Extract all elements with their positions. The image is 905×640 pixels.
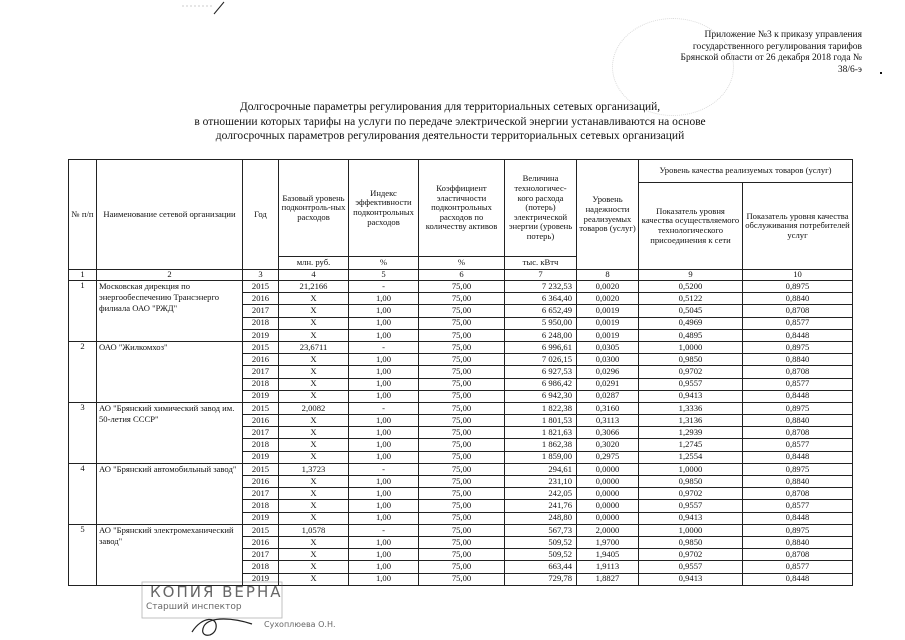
losses-cell: 5 950,00 [505,317,577,329]
elasticity-cell: 75,00 [419,317,505,329]
header-efficiency: Индекс эффективности подконтрольных расходов [349,160,419,257]
reliability-cell: 1,9113 [577,561,639,573]
elasticity-cell: 75,00 [419,402,505,414]
efficiency-cell: 1,00 [349,536,419,548]
header-quality-tech: Показатель уровня качества осуществляемого технологического присоединения к сети [639,183,743,270]
org-name: ОАО "Жилкомхоз" [97,341,243,402]
quality-tech-cell: 1,3336 [639,402,743,414]
losses-cell: 6 652,49 [505,305,577,317]
unit-efficiency: % [349,257,419,270]
quality-tech-cell: 0,5200 [639,281,743,293]
org-name: АО "Брянский электромеханический завод" [97,524,243,585]
column-number: 6 [419,270,505,281]
losses-cell: 7 026,15 [505,354,577,366]
quality-service-cell: 0,8708 [743,488,853,500]
elasticity-cell: 75,00 [419,415,505,427]
column-number: 9 [639,270,743,281]
quality-service-cell: 0,8448 [743,573,853,585]
elasticity-cell: 75,00 [419,427,505,439]
reliability-cell: 1,9405 [577,549,639,561]
header-losses: Величина технологичес-кого расхода (потерь) электрической энергии (уровень потерь) [505,160,577,257]
efficiency-cell: 1,00 [349,439,419,451]
elasticity-cell: 75,00 [419,561,505,573]
base-cell: X [279,512,349,524]
elasticity-cell: 75,00 [419,366,505,378]
unit-elasticity: % [419,257,505,270]
quality-tech-cell: 0,9557 [639,561,743,573]
base-cell: X [279,561,349,573]
losses-cell: 6 996,61 [505,341,577,353]
efficiency-cell: 1,00 [349,427,419,439]
year-cell: 2015 [243,402,279,414]
year-cell: 2016 [243,415,279,427]
efficiency-cell: 1,00 [349,378,419,390]
table-row [69,281,853,293]
base-cell: X [279,378,349,390]
header-quality-service: Показатель уровня качества обслуживания потребителей услуг [743,183,853,270]
elasticity-cell: 75,00 [419,549,505,561]
elasticity-cell: 75,00 [419,305,505,317]
year-cell: 2018 [243,561,279,573]
quality-tech-cell: 0,9413 [639,512,743,524]
efficiency-cell: - [349,402,419,414]
quality-service-cell: 0,8975 [743,463,853,475]
org-name: АО "Брянский автомобильный завод" [97,463,243,524]
losses-cell: 231,10 [505,476,577,488]
year-cell: 2018 [243,500,279,512]
year-cell: 2015 [243,524,279,536]
quality-tech-cell: 0,9702 [639,488,743,500]
losses-cell: 6 986,42 [505,378,577,390]
title-line: долгосрочных параметров регулирования деятельности территориальных сетевых организаций [215,130,685,142]
elasticity-cell: 75,00 [419,341,505,353]
elasticity-cell: 75,00 [419,476,505,488]
header-base: Базовый уровень подконтроль-ных расходов [279,160,349,257]
header-reliability: Уровень надежности реализуемых товаров (услуг) [577,160,639,270]
base-cell: X [279,390,349,402]
quality-service-cell: 0,8840 [743,476,853,488]
quality-service-cell: 0,8577 [743,500,853,512]
reliability-cell: 0,0000 [577,476,639,488]
quality-service-cell: 0,8975 [743,281,853,293]
elasticity-cell: 75,00 [419,378,505,390]
base-cell: X [279,573,349,585]
table-body [69,281,853,586]
quality-tech-cell: 0,9702 [639,549,743,561]
year-cell: 2017 [243,427,279,439]
column-number: 7 [505,270,577,281]
year-cell: 2019 [243,512,279,524]
elasticity-cell: 75,00 [419,512,505,524]
reliability-cell: 1,9700 [577,536,639,548]
quality-service-cell: 0,8448 [743,512,853,524]
elasticity-cell: 75,00 [419,500,505,512]
losses-cell: 241,76 [505,500,577,512]
quality-tech-cell: 1,0000 [639,524,743,536]
org-name: АО "Брянский химический завод им. 50-летия СССР" [97,402,243,463]
table-row [69,524,853,536]
base-cell: X [279,549,349,561]
efficiency-cell: 1,00 [349,329,419,341]
org-name: Московская дирекция по энергообеспечению Трансэнерго филиала ОАО "РЖД" [97,281,243,342]
year-cell: 2018 [243,439,279,451]
base-cell: X [279,329,349,341]
year-cell: 2018 [243,378,279,390]
quality-tech-cell: 1,2745 [639,439,743,451]
losses-cell: 242,05 [505,488,577,500]
quality-tech-cell: 0,5045 [639,305,743,317]
year-cell: 2015 [243,281,279,293]
elasticity-cell: 75,00 [419,488,505,500]
org-number: 2 [69,341,97,402]
header-name: Наименование сетевой организации [97,160,243,270]
quality-tech-cell: 0,5122 [639,293,743,305]
base-cell: 21,2166 [279,281,349,293]
losses-cell: 248,80 [505,512,577,524]
year-cell: 2016 [243,354,279,366]
efficiency-cell: 1,00 [349,476,419,488]
header-year: Год [243,160,279,270]
quality-tech-cell: 0,4969 [639,317,743,329]
column-number: 8 [577,270,639,281]
reliability-cell: 0,0020 [577,293,639,305]
base-cell: 23,6711 [279,341,349,353]
year-cell: 2017 [243,488,279,500]
org-number: 5 [69,524,97,585]
table-row [69,341,853,353]
quality-tech-cell: 0,9413 [639,390,743,402]
reliability-cell: 0,3113 [577,415,639,427]
header-quality-group: Уровень качества реализуемых товаров (услуг) [639,160,853,183]
reliability-cell: 0,0000 [577,488,639,500]
elasticity-cell: 75,00 [419,354,505,366]
table-row [69,402,853,414]
losses-cell: 6 927,53 [505,366,577,378]
org-number: 4 [69,463,97,524]
org-number: 3 [69,402,97,463]
base-cell: X [279,476,349,488]
elasticity-cell: 75,00 [419,293,505,305]
year-cell: 2019 [243,451,279,463]
reliability-cell: 0,0287 [577,390,639,402]
appendix-line: Брянской области от 26 декабря 2018 года № [680,53,862,63]
efficiency-cell: - [349,463,419,475]
column-number: 1 [69,270,97,281]
elasticity-cell: 75,00 [419,451,505,463]
efficiency-cell: 1,00 [349,561,419,573]
reliability-cell: 0,3066 [577,427,639,439]
year-cell: 2017 [243,549,279,561]
base-cell: X [279,451,349,463]
elasticity-cell: 75,00 [419,390,505,402]
reliability-cell: 0,0000 [577,463,639,475]
reliability-cell: 0,2975 [577,451,639,463]
year-cell: 2018 [243,317,279,329]
column-number: 10 [743,270,853,281]
efficiency-cell: 1,00 [349,305,419,317]
reliability-cell: 0,0305 [577,341,639,353]
column-number: 5 [349,270,419,281]
efficiency-cell: 1,00 [349,390,419,402]
losses-cell: 663,44 [505,561,577,573]
base-cell: X [279,317,349,329]
reliability-cell: 0,0019 [577,329,639,341]
header-num: № п/п [69,160,97,270]
efficiency-cell: - [349,341,419,353]
column-number: 2 [97,270,243,281]
parameters-table [68,159,853,586]
table-row [69,463,853,475]
losses-cell: 1 821,63 [505,427,577,439]
reliability-cell: 0,0019 [577,317,639,329]
quality-service-cell: 0,8708 [743,427,853,439]
quality-tech-cell: 1,0000 [639,463,743,475]
efficiency-cell: 1,00 [349,512,419,524]
elasticity-cell: 75,00 [419,439,505,451]
efficiency-cell: - [349,524,419,536]
quality-service-cell: 0,8840 [743,415,853,427]
year-cell: 2017 [243,305,279,317]
losses-cell: 1 801,53 [505,415,577,427]
reliability-cell: 0,0020 [577,281,639,293]
efficiency-cell: 1,00 [349,354,419,366]
losses-cell: 7 232,53 [505,281,577,293]
title-line: в отношении которых тарифы на услуги по передаче электрической энергии устанавливаются на основе [194,115,706,128]
elasticity-cell: 75,00 [419,329,505,341]
base-cell: X [279,354,349,366]
reliability-cell: 0,3160 [577,402,639,414]
year-cell: 2016 [243,293,279,305]
year-cell: 2019 [243,390,279,402]
elasticity-cell: 75,00 [419,281,505,293]
quality-tech-cell: 0,9413 [639,573,743,585]
unit-base: млн. руб. [279,257,349,270]
quality-tech-cell: 1,3136 [639,415,743,427]
quality-service-cell: 0,8975 [743,341,853,353]
losses-cell: 509,52 [505,549,577,561]
org-number: 1 [69,281,97,342]
header-elasticity: Коэффициент эластичности подконтрольных расходов по количеству активов [419,160,505,257]
year-cell: 2019 [243,573,279,585]
title-line: Долгосрочные параметры регулирования для территориальных сетевых организаций, [239,101,661,113]
quality-service-cell: 0,8708 [743,366,853,378]
base-cell: X [279,536,349,548]
year-cell: 2016 [243,536,279,548]
efficiency-cell: 1,00 [349,317,419,329]
column-number: 3 [243,270,279,281]
losses-cell: 1 859,00 [505,451,577,463]
quality-service-cell: 0,8577 [743,561,853,573]
appendix-line: Приложение №3 к приказу управления [704,30,862,40]
reliability-cell: 0,0000 [577,500,639,512]
quality-service-cell: 0,8577 [743,439,853,451]
reliability-cell: 2,0000 [577,524,639,536]
quality-service-cell: 0,8708 [743,305,853,317]
elasticity-cell: 75,00 [419,524,505,536]
quality-service-cell: 0,8577 [743,317,853,329]
efficiency-cell: 1,00 [349,573,419,585]
unit-losses: тыс. кВтч [505,257,577,270]
corner-pen-mark [180,0,230,16]
column-number: 4 [279,270,349,281]
reliability-cell: 0,0019 [577,305,639,317]
elasticity-cell: 75,00 [419,573,505,585]
losses-cell: 294,61 [505,463,577,475]
losses-cell: 1 862,38 [505,439,577,451]
year-cell: 2015 [243,341,279,353]
quality-tech-cell: 1,2939 [639,427,743,439]
efficiency-cell: 1,00 [349,415,419,427]
quality-tech-cell: 0,9557 [639,378,743,390]
elasticity-cell: 75,00 [419,536,505,548]
year-cell: 2019 [243,329,279,341]
efficiency-cell: - [349,281,419,293]
efficiency-cell: 1,00 [349,451,419,463]
losses-cell: 509,52 [505,536,577,548]
quality-service-cell: 0,8708 [743,549,853,561]
quality-service-cell: 0,8975 [743,402,853,414]
losses-cell: 567,73 [505,524,577,536]
losses-cell: 729,78 [505,573,577,585]
stamp-name: Сухоплюева О.Н. [264,620,336,629]
base-cell: X [279,488,349,500]
quality-service-cell: 0,8448 [743,329,853,341]
base-cell: X [279,500,349,512]
quality-tech-cell: 0,9702 [639,366,743,378]
quality-service-cell: 0,8448 [743,451,853,463]
efficiency-cell: 1,00 [349,488,419,500]
base-cell: X [279,439,349,451]
quality-service-cell: 0,8975 [743,524,853,536]
document-title [120,100,780,144]
quality-tech-cell: 0,9557 [639,500,743,512]
margin-dot [880,72,882,74]
base-cell: 1,3723 [279,463,349,475]
base-cell: X [279,305,349,317]
quality-service-cell: 0,8577 [743,378,853,390]
year-cell: 2017 [243,366,279,378]
reliability-cell: 0,0300 [577,354,639,366]
quality-service-cell: 0,8840 [743,293,853,305]
reliability-cell: 0,0000 [577,512,639,524]
quality-service-cell: 0,8840 [743,536,853,548]
reliability-cell: 0,3020 [577,439,639,451]
base-cell: X [279,366,349,378]
base-cell: X [279,415,349,427]
base-cell: X [279,293,349,305]
losses-cell: 6 942,30 [505,390,577,402]
base-cell: 1,0578 [279,524,349,536]
reliability-cell: 1,8827 [577,573,639,585]
efficiency-cell: 1,00 [349,549,419,561]
stamp-subtitle: Старший инспектор [146,602,242,612]
losses-cell: 6 364,40 [505,293,577,305]
base-cell: X [279,427,349,439]
efficiency-cell: 1,00 [349,293,419,305]
appendix-line: 38/6-э [837,64,862,75]
quality-tech-cell: 0,9850 [639,476,743,488]
quality-tech-cell: 1,0000 [639,341,743,353]
efficiency-cell: 1,00 [349,500,419,512]
quality-tech-cell: 1,2554 [639,451,743,463]
losses-cell: 6 248,00 [505,329,577,341]
quality-service-cell: 0,8840 [743,354,853,366]
stamp-title: КОПИЯ ВЕРНА [150,583,283,601]
losses-cell: 1 822,38 [505,402,577,414]
reliability-cell: 0,0291 [577,378,639,390]
year-cell: 2015 [243,463,279,475]
year-cell: 2016 [243,476,279,488]
quality-service-cell: 0,8448 [743,390,853,402]
elasticity-cell: 75,00 [419,463,505,475]
reliability-cell: 0,0296 [577,366,639,378]
quality-tech-cell: 0,4895 [639,329,743,341]
base-cell: 2,0082 [279,402,349,414]
quality-tech-cell: 0,9850 [639,536,743,548]
efficiency-cell: 1,00 [349,366,419,378]
signature-mark [188,612,258,640]
quality-tech-cell: 0,9850 [639,354,743,366]
appendix-line: государственного регулирования тарифов [692,41,862,52]
appendix-note [640,30,862,76]
